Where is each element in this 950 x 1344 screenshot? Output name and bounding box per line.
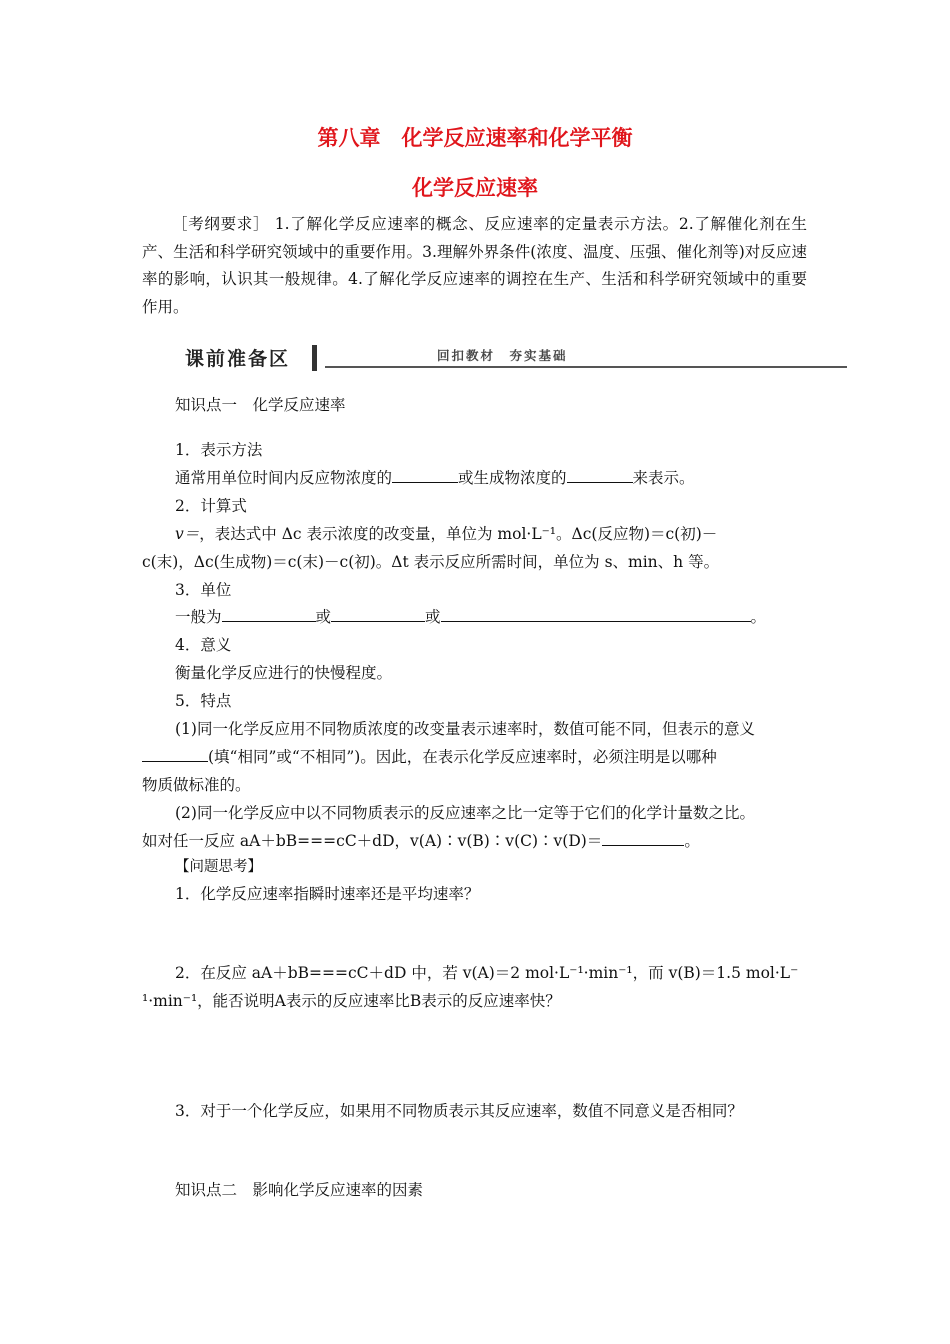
band-divider bbox=[312, 345, 317, 371]
kp1-s1-title: 1．表示方法 bbox=[175, 441, 263, 459]
question-1: 1．化学反应速率指瞬时速率还是平均速率？ bbox=[175, 885, 480, 903]
question-2-line1: 2．在反应 aA＋bB===cC＋dD 中，若 v(A)＝2 mol·L⁻¹·min⁻¹，而 v(B)＝1.5 mol·L⁻ bbox=[175, 964, 799, 982]
s2-line1-text: ，表达式中 Δc 表示浓度的改变量，单位为 mol·L⁻¹。Δc(反应物)＝c(初)－ bbox=[199, 525, 718, 543]
kp1-s1-text bbox=[175, 466, 695, 488]
section-band bbox=[175, 340, 847, 374]
s3-text-a: 一般为 bbox=[175, 608, 222, 626]
s1-text-c: 来表示。 bbox=[632, 469, 695, 487]
blank-7 bbox=[602, 831, 684, 846]
kp1-s5-title: 5．特点 bbox=[175, 692, 232, 710]
s1-text-a: 通常用单位时间内反应物浓度的 bbox=[175, 469, 393, 487]
blank-5 bbox=[441, 607, 751, 622]
blank-2 bbox=[567, 468, 633, 483]
s2-v: v＝ bbox=[175, 525, 200, 543]
s1-text-b: 或生成物浓度的 bbox=[458, 469, 567, 487]
s5-p2-end: 。 bbox=[684, 832, 700, 850]
s3-or-1: 或 bbox=[315, 608, 332, 626]
question-3: 3．对于一个化学反应，如果用不同物质表示其反应速率，数值不同意义是否相同？ bbox=[175, 1102, 743, 1120]
kp2-heading: 知识点二 影响化学反应速率的因素 bbox=[175, 1181, 424, 1199]
questions-heading: 【问题思考】 bbox=[175, 859, 262, 875]
kp1-s2-line2: c(末)，Δc(生成物)＝c(末)－c(初)。Δt 表示反应所需时间，单位为 s、min、h 等。 bbox=[142, 553, 720, 571]
s5-p1-l2-text: (填“相同”或“不相同”)。因此，在表示化学反应速率时，必须注明是以哪种 bbox=[208, 748, 717, 766]
kp1-s4-title: 4．意义 bbox=[175, 636, 232, 654]
s3-or-2: 或 bbox=[425, 608, 441, 626]
kp1-s4-text: 衡量化学反应进行的快慢程度。 bbox=[175, 664, 393, 682]
kp1-s3-title: 3．单位 bbox=[175, 581, 232, 599]
kp1-s2-line1 bbox=[175, 522, 717, 544]
blank-4 bbox=[331, 607, 425, 622]
kp1-s5-p1-l1: (1)同一化学反应用不同物质浓度的改变量表示速率时，数值可能不同，但表示的意义 bbox=[175, 720, 755, 738]
blank-6 bbox=[142, 747, 208, 762]
exam-requirements: ［考纲要求］ 1.了解化学反应速率的概念、反应速率的定量表示方法。2.了解催化剂在生产、生活和科学研究领域中的重要作用。3.理解外界条件(浓度、温度、压强、催化剂等)对反应速率的影响，认识其一般规律。4.了解化学反应速率的调控在生产、生活和科学研究领域中的重要作用。 bbox=[142, 215, 807, 316]
kp1-s5-p2-l2 bbox=[142, 829, 700, 851]
band-title: 课前准备区 bbox=[185, 348, 291, 370]
kp1-s2-title: 2．计算式 bbox=[175, 497, 247, 515]
s5-p2-l2-text: 如对任一反应 aA＋bB===cC＋dD，v(A)∶v(B)∶v(C)∶v(D)＝ bbox=[142, 832, 603, 850]
kp1-s5-p2-l1: (2)同一化学反应中以不同物质表示的反应速率之比一定等于它们的化学计量数之比。 bbox=[175, 804, 755, 822]
kp1-s3-text bbox=[175, 605, 766, 627]
kp1-s5-p1-l2 bbox=[142, 745, 717, 767]
blank-1 bbox=[392, 468, 458, 483]
chapter-title: 第八章 化学反应速率和化学平衡 bbox=[317, 126, 633, 150]
blank-3 bbox=[222, 607, 316, 622]
band-subtitle: 回扣教材 夯实基础 bbox=[437, 348, 568, 363]
s3-end: 。 bbox=[750, 608, 767, 626]
question-2-line2: ¹·min⁻¹，能否说明A表示的反应速率比B表示的反应速率快？ bbox=[142, 992, 561, 1010]
band-rule bbox=[325, 366, 847, 368]
section-title: 化学反应速率 bbox=[412, 176, 538, 200]
kp1-s5-p1-l3: 物质做标准的。 bbox=[142, 776, 251, 794]
kp1-heading: 知识点一 化学反应速率 bbox=[175, 396, 346, 414]
